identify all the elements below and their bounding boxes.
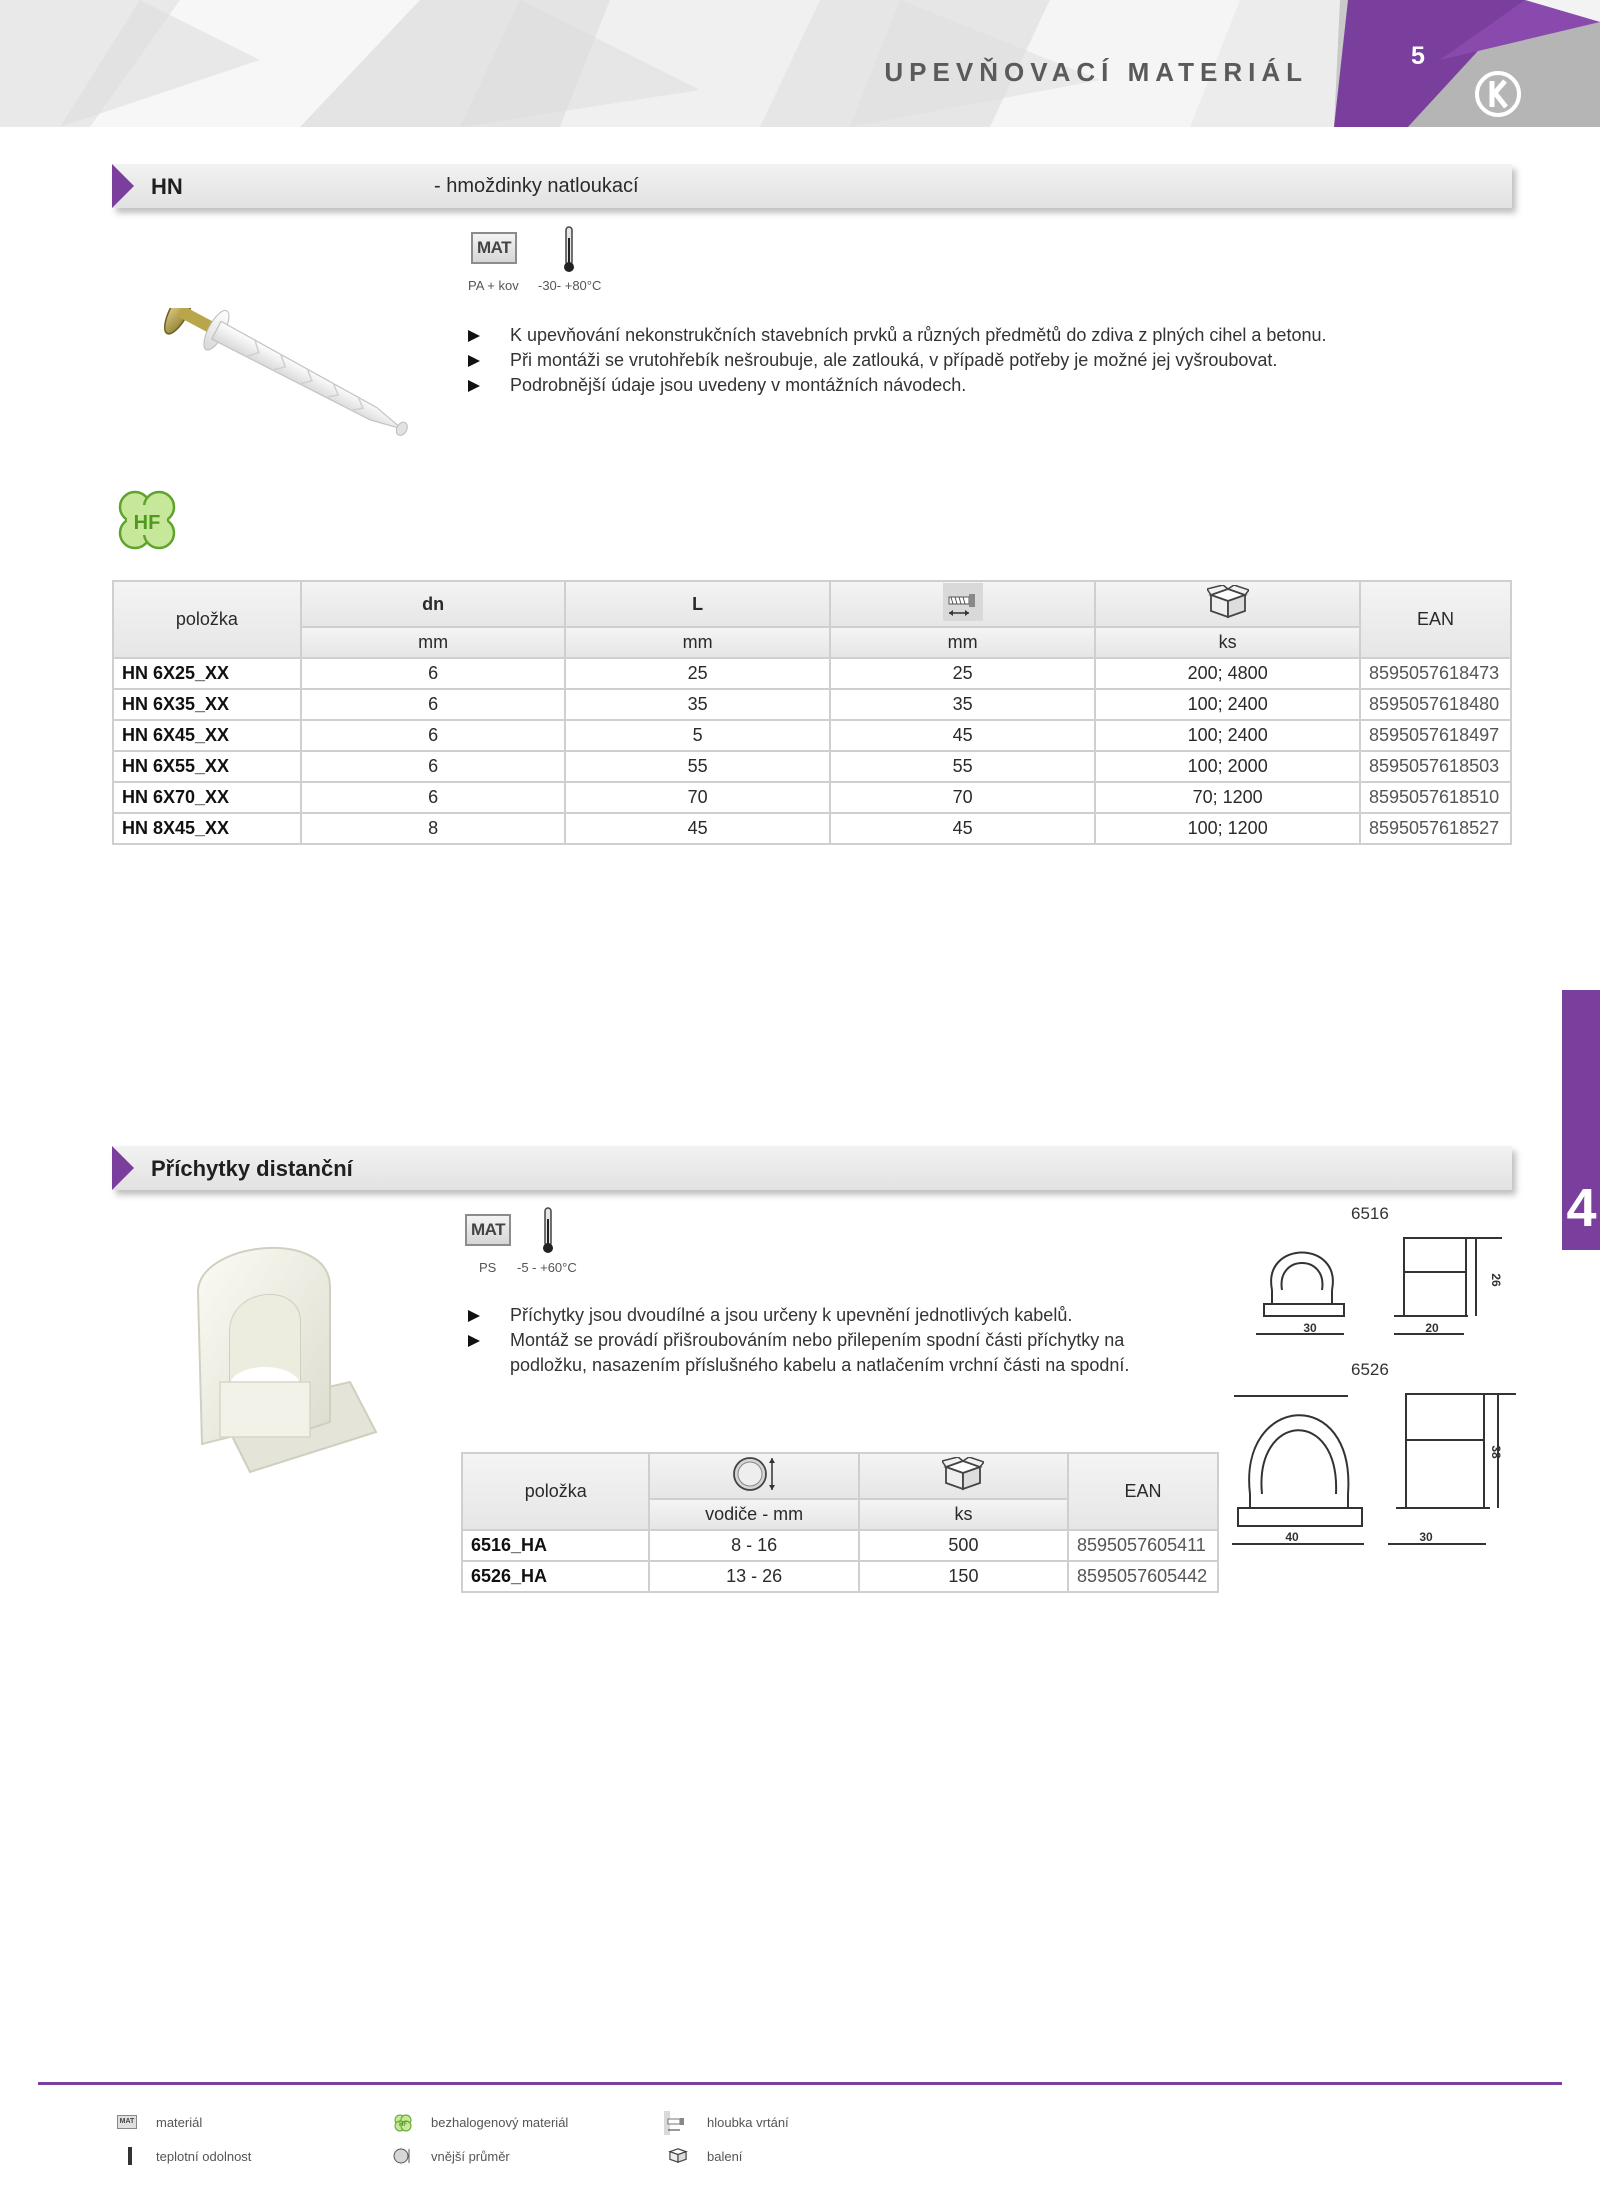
legend-material-icon: MAT [117, 2115, 137, 2129]
footer-divider [38, 2082, 1562, 2085]
legend-packing: balení [707, 2149, 743, 2164]
unit-mm: mm [301, 627, 566, 658]
unit-mm: mm [830, 627, 1096, 658]
brand-logo-icon [1474, 70, 1522, 118]
unit-ks: ks [859, 1499, 1068, 1530]
header-ean: EAN [1068, 1453, 1218, 1530]
table-row: HN 6X70_XX 6 70 70 70; 1200 8595057618510 [113, 782, 1511, 813]
header-l: L [565, 581, 830, 627]
list-item: Při montáži se vrutohřebík nešroubuje, ale zatlouká, v případě potřeby je možné jej vyšroubovat. [468, 348, 1468, 373]
material-icon: MAT [471, 232, 517, 264]
section-clips-title-bar [112, 1146, 1512, 1190]
box-packing-icon [942, 1457, 984, 1491]
material-label: PS [479, 1260, 497, 1275]
header-ean: EAN [1360, 581, 1511, 658]
list-item: Podrobnější údaje jsou uvedeny v montážních návodech. [468, 373, 1468, 398]
legend-packing-icon [668, 2146, 688, 2164]
bullet-arrow-icon [468, 355, 480, 367]
legend-temperature: teplotní odolnost [156, 2149, 252, 2164]
hf-badge-text: HF [133, 512, 161, 534]
section-clips-title: Příchytky distanční [151, 1156, 353, 1181]
svg-text:30: 30 [1419, 1530, 1433, 1544]
halogen-free-badge-icon [113, 487, 181, 555]
legend-halogen-free: bezhalogenový materiál [431, 2115, 569, 2130]
header-packing [859, 1453, 1068, 1499]
svg-text:38: 38 [1489, 1445, 1503, 1459]
legend-material: materiál [156, 2115, 203, 2130]
material-label: PA + kov [468, 278, 519, 293]
list-item: K upevňování nekonstrukčních stavebních prvků a různých předmětů do zdiva z plných cihel a betonu. [468, 323, 1468, 348]
bullet-arrow-icon [468, 1335, 480, 1347]
section-marker-icon [112, 1146, 134, 1190]
table-row: HN 6X55_XX 6 55 55 100; 2000 8595057618503 [113, 751, 1511, 782]
drawing-label-6526: 6526 [1351, 1360, 1389, 1379]
svg-text:40: 40 [1285, 1530, 1299, 1544]
drawing-label-6516: 6516 [1351, 1204, 1389, 1223]
thermometer-icon [562, 226, 576, 274]
page-header [0, 0, 1600, 127]
technical-drawing-6516 [1244, 1232, 1514, 1344]
table-row: HN 6X45_XX 6 5 45 100; 2400 8595057618497 [113, 720, 1511, 751]
bullet-arrow-icon [468, 330, 480, 342]
list-item: Montáž se provádí přišroubováním nebo přilepením spodní části příchytky na podložku, nasazením příslušného kabelu a natlačením vrchní části na spodní. [468, 1328, 1188, 1378]
page-number: 5 [1411, 42, 1425, 70]
header-outer-diameter [649, 1453, 858, 1499]
section-hn-title-bar [112, 164, 1512, 208]
legend-drill-depth: hloubka vrtání [707, 2115, 789, 2130]
header-dn: dn [301, 581, 566, 627]
table-row: HN 6X35_XX 6 35 35 100; 2400 8595057618480 [113, 689, 1511, 720]
section-marker-icon [112, 164, 134, 208]
section-hn-code: HN [151, 174, 183, 199]
clips-product-table [461, 1452, 1219, 1593]
unit-mm: mm [565, 627, 830, 658]
section-hn-bullets [468, 323, 1468, 398]
section-clips-bullets [468, 1303, 1188, 1378]
legend-halogen-free-icon [393, 2113, 413, 2133]
legend-outer-diameter: vnější průměr [431, 2149, 510, 2164]
header-packing [1095, 581, 1360, 627]
table-row: HN 8X45_XX 8 45 45 100; 1200 8595057618527 [113, 813, 1511, 844]
svg-text:26: 26 [1489, 1273, 1503, 1287]
chapter-number: 4 [1566, 1178, 1597, 1238]
hammer-dowel-product-image [128, 308, 448, 458]
legend-temperature-icon [128, 2147, 132, 2165]
temperature-label: -30- +80°C [538, 278, 602, 293]
svg-text:HF: HF [399, 2122, 407, 2128]
section-hn-description: - hmoždinky natloukací [434, 175, 639, 197]
technical-drawing-6526 [1228, 1384, 1518, 1554]
outer-diameter-icon [730, 1455, 778, 1493]
box-packing-icon [1207, 585, 1249, 619]
svg-text:30: 30 [1303, 1321, 1317, 1335]
legend-drill-depth-icon [664, 2111, 686, 2135]
header-item: položka [462, 1453, 649, 1530]
header-background [0, 0, 1600, 127]
cable-clip-product-image [180, 1232, 390, 1482]
table-row: 6526_HA 13 - 26 150 8595057605442 [462, 1561, 1218, 1592]
header-drill-depth [830, 581, 1096, 627]
bullet-arrow-icon [468, 380, 480, 392]
table-row: 6516_HA 8 - 16 500 8595057605411 [462, 1530, 1218, 1561]
svg-text:20: 20 [1425, 1321, 1439, 1335]
unit-conductors-mm: vodiče - mm [649, 1499, 858, 1530]
unit-ks: ks [1095, 627, 1360, 658]
drill-depth-icon [943, 583, 983, 621]
header-title: UPEVŇOVACÍ MATERIÁL [884, 57, 1308, 87]
material-icon: MAT [465, 1214, 511, 1246]
thermometer-icon [541, 1207, 555, 1255]
list-item: Příchytky jsou dvoudílné a jsou určeny k upevnění jednotlivých kabelů. [468, 1303, 1188, 1328]
hn-product-table [112, 580, 1512, 845]
table-row: HN 6X25_XX 6 25 25 200; 4800 8595057618473 [113, 658, 1511, 689]
legend-outer-diameter-icon [393, 2147, 411, 2165]
temperature-label: -5 - +60°C [517, 1260, 577, 1275]
bullet-arrow-icon [468, 1310, 480, 1322]
header-item: položka [113, 581, 301, 658]
